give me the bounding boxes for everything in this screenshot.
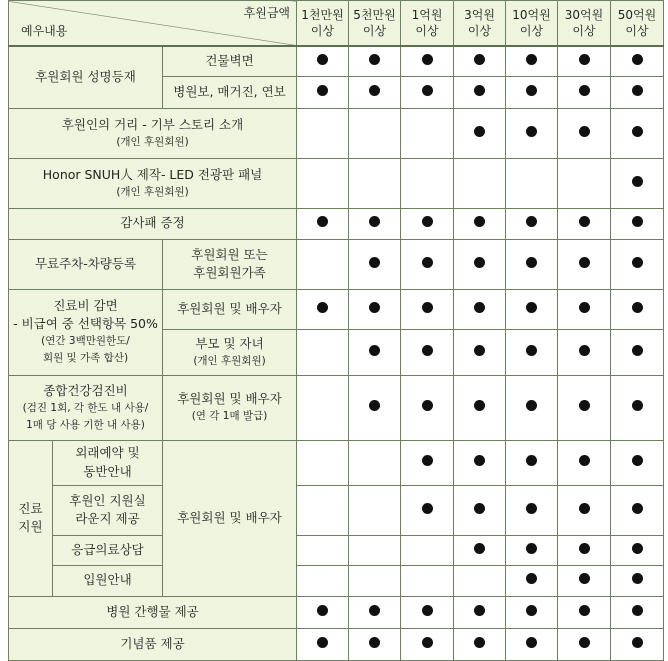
tier-cell [558,485,611,535]
benefit-dot-icon [526,637,537,648]
tier-cell [297,440,349,485]
benefit-dot-icon [422,85,433,96]
tier-cell [297,565,349,596]
benefit-dot-icon [526,216,537,227]
benefit-dot-icon [474,637,485,648]
benefit-dot-icon [579,216,590,227]
benefit-row [9,289,664,329]
benefit-label: 후원인의 거리 - 기부 스토리 소개 (개인 후원회원) [9,108,297,158]
tier-cell [611,440,664,485]
tier-cell [349,565,401,596]
tier-cell [506,208,558,239]
tier-cell [611,46,664,76]
benefit-label: Honor SNUH人 제작- LED 전광판 패널 (개인 후원회원) [9,158,297,208]
tier-cell [558,46,611,76]
benefit-row [9,375,664,440]
benefit-dot-icon [632,573,643,584]
tier-cell [349,375,401,440]
tier-cell [611,535,664,565]
benefit-sub-label: 건물벽면 [163,46,297,76]
tier-cell [558,596,611,628]
benefit-dot-icon [317,637,328,648]
tier-cell [297,596,349,628]
tier-cell [297,329,349,375]
benefit-dot-icon [632,85,643,96]
benefit-dot-icon [579,126,590,137]
header-corner-cell [9,1,297,47]
tier-cell [454,158,506,208]
benefit-dot-icon [632,176,643,187]
benefit-dot-icon [474,216,485,227]
benefit-dot-icon [317,216,328,227]
benefit-label: 감사패 증정 [9,208,297,239]
tier-cell [401,375,454,440]
tier-cell [297,239,349,289]
tier-cell [349,239,401,289]
tier-header: 5천만원 이상 [349,1,401,47]
benefit-target: 후원회원 또는 후원회원가족 [163,239,297,289]
tier-cell [611,596,664,628]
benefit-label: 종합건강검진비 (검진 1회, 각 한도 내 사용/ 1매 당 사용 기한 내 사용) [9,375,163,440]
tier-cell [611,375,664,440]
benefit-dot-icon [632,257,643,268]
tier-cell [454,329,506,375]
benefit-dot-icon [632,637,643,648]
benefit-label: 후원회원 성명등재 [9,46,163,108]
tier-cell [297,108,349,158]
tier-cell [454,440,506,485]
benefit-dot-icon [422,257,433,268]
tier-cell [558,76,611,108]
benefit-dot-icon [526,543,537,554]
tier-header: 30억원 이상 [558,1,611,47]
benefit-dot-icon [317,85,328,96]
benefit-dot-icon [474,257,485,268]
tier-cell [558,239,611,289]
tier-cell [401,76,454,108]
benefit-dot-icon [632,503,643,514]
benefit-dot-icon [579,54,590,65]
tier-cell [506,628,558,660]
tier-cell [558,375,611,440]
benefit-dot-icon [369,637,380,648]
tier-cell [297,628,349,660]
benefit-row [9,108,664,158]
benefit-dot-icon [474,54,485,65]
tier-cell [401,535,454,565]
benefit-dot-icon [369,302,380,313]
benefit-content-header: 예우내용 [21,23,68,38]
tier-cell [454,208,506,239]
benefit-dot-icon [579,637,590,648]
tier-cell [506,76,558,108]
benefit-dot-icon [526,126,537,137]
care-item-label: 응급의료상담 [53,535,163,565]
tier-cell [454,239,506,289]
tier-cell [349,596,401,628]
tier-cell [349,289,401,329]
benefit-dot-icon [579,302,590,313]
tier-cell [297,158,349,208]
tier-cell [558,208,611,239]
tier-cell [611,628,664,660]
benefit-dot-icon [474,302,485,313]
tier-cell [297,375,349,440]
benefit-target: 후원회원 및 배우자 [163,289,297,329]
tier-header: 10억원 이상 [506,1,558,47]
benefit-dot-icon [579,400,590,411]
tier-cell [401,239,454,289]
care-item-label: 입원안내 [53,565,163,596]
tier-cell [454,76,506,108]
tier-cell [401,440,454,485]
benefit-dot-icon [526,605,537,616]
benefit-dot-icon [422,605,433,616]
tier-cell [506,158,558,208]
tier-cell [611,565,664,596]
benefit-dot-icon [474,605,485,616]
tier-cell [401,158,454,208]
tier-cell [611,76,664,108]
tier-cell [454,46,506,76]
tier-cell [297,535,349,565]
tier-cell [611,485,664,535]
benefit-dot-icon [526,503,537,514]
benefit-dot-icon [632,605,643,616]
tier-cell [401,108,454,158]
tier-cell [297,289,349,329]
tier-cell [558,440,611,485]
benefit-row [9,158,664,208]
benefit-row [9,46,664,76]
tier-cell [349,329,401,375]
tier-cell [401,596,454,628]
benefit-dot-icon [579,543,590,554]
benefit-dot-icon [632,54,643,65]
tier-cell [611,329,664,375]
benefit-row [9,628,664,660]
benefit-dot-icon [526,573,537,584]
tier-cell [454,565,506,596]
tier-cell [454,375,506,440]
benefit-dot-icon [422,637,433,648]
tier-header: 1천만원 이상 [297,1,349,47]
tier-cell [349,208,401,239]
benefit-dot-icon [422,345,433,356]
tier-cell [297,208,349,239]
benefit-dot-icon [526,345,537,356]
benefit-dot-icon [632,302,643,313]
tier-cell [454,485,506,535]
benefit-label: 무료주차-차량등록 [9,239,163,289]
tier-cell [506,535,558,565]
tier-cell [558,108,611,158]
tier-cell [349,158,401,208]
tier-cell [454,596,506,628]
benefit-dot-icon [579,605,590,616]
benefit-dot-icon [317,54,328,65]
benefit-dot-icon [422,216,433,227]
tier-cell [297,46,349,76]
benefit-dot-icon [369,345,380,356]
tier-cell [558,535,611,565]
tier-cell [506,565,558,596]
benefit-label: 기념품 제공 [9,628,297,660]
benefit-sub-label: 병원보, 매거진, 연보 [163,76,297,108]
tier-header: 50억원 이상 [611,1,664,47]
tier-cell [454,535,506,565]
benefit-dot-icon [422,54,433,65]
tier-cell [349,535,401,565]
tier-cell [611,108,664,158]
tier-cell [558,289,611,329]
tier-cell [611,208,664,239]
tier-cell [454,108,506,158]
tier-cell [506,108,558,158]
benefit-dot-icon [474,126,485,137]
benefit-dot-icon [369,605,380,616]
tier-cell [558,158,611,208]
tier-header: 1억원 이상 [401,1,454,47]
benefit-row [9,440,664,485]
tier-cell [349,440,401,485]
tier-cell [401,628,454,660]
benefit-row [9,535,664,565]
benefit-dot-icon [369,54,380,65]
tier-cell [401,565,454,596]
tier-cell [454,628,506,660]
tier-cell [506,46,558,76]
benefit-target: 후원회원 및 배우자 (연 각 1매 발급) [163,375,297,440]
tier-cell [401,289,454,329]
tier-cell [401,329,454,375]
tier-cell [506,485,558,535]
benefit-row [9,596,664,628]
benefit-dot-icon [474,400,485,411]
tier-cell [401,208,454,239]
tier-cell [506,239,558,289]
benefit-target: 부모 및 자녀 (개인 후원회원) [163,329,297,375]
benefit-label: 병원 간행물 제공 [9,596,297,628]
tier-cell [349,46,401,76]
benefit-dot-icon [579,85,590,96]
care-item-label: 후원인 지원실 라운지 제공 [53,485,163,535]
tier-cell [401,46,454,76]
benefit-dot-icon [579,455,590,466]
tier-cell [558,628,611,660]
benefit-row [9,239,664,289]
benefit-dot-icon [422,400,433,411]
benefit-dot-icon [369,216,380,227]
benefit-label: 진료비 감면 - 비급여 중 선택항목 50% (연간 3백만원한도/ 회원 및 가족 합산) [9,289,163,375]
donation-amount-header: 후원금액 [243,6,291,20]
tier-header: 3억원 이상 [454,1,506,47]
benefit-dot-icon [632,455,643,466]
benefit-dot-icon [474,85,485,96]
tier-cell [349,485,401,535]
care-item-label: 외래예약 및 동반안내 [53,440,163,485]
tier-cell [506,440,558,485]
tier-cell [349,628,401,660]
benefit-dot-icon [632,543,643,554]
benefit-dot-icon [579,573,590,584]
benefit-dot-icon [317,302,328,313]
tier-cell [611,239,664,289]
benefit-dot-icon [422,455,433,466]
benefit-dot-icon [474,503,485,514]
tier-cell [297,485,349,535]
benefit-row [9,565,664,596]
benefit-dot-icon [474,543,485,554]
benefit-dot-icon [632,400,643,411]
benefit-dot-icon [526,257,537,268]
benefit-dot-icon [422,302,433,313]
tier-cell [454,289,506,329]
benefit-dot-icon [526,85,537,96]
tier-cell [349,76,401,108]
tier-cell [506,375,558,440]
benefit-dot-icon [579,503,590,514]
tier-cell [506,596,558,628]
benefit-dot-icon [526,455,537,466]
benefit-target: 후원회원 및 배우자 [163,440,297,596]
benefit-dot-icon [317,605,328,616]
tier-cell [349,108,401,158]
header-row [9,1,664,47]
benefit-dot-icon [369,400,380,411]
benefit-row [9,208,664,239]
benefit-dot-icon [579,257,590,268]
tier-cell [558,329,611,375]
benefit-dot-icon [526,302,537,313]
benefit-dot-icon [526,400,537,411]
benefit-dot-icon [474,455,485,466]
tier-cell [506,329,558,375]
tier-cell [611,158,664,208]
benefit-dot-icon [369,85,380,96]
benefit-dot-icon [632,345,643,356]
tier-cell [558,565,611,596]
benefit-row [9,485,664,535]
benefit-dot-icon [632,126,643,137]
tier-cell [611,289,664,329]
benefit-dot-icon [526,54,537,65]
tier-cell [401,485,454,535]
benefit-dot-icon [422,503,433,514]
benefit-dot-icon [579,345,590,356]
tier-cell [506,289,558,329]
benefit-dot-icon [369,257,380,268]
care-group-label: 진료 지원 [9,440,53,596]
donor-benefits-table [8,0,664,661]
benefit-dot-icon [632,216,643,227]
benefit-dot-icon [474,345,485,356]
tier-cell [297,76,349,108]
